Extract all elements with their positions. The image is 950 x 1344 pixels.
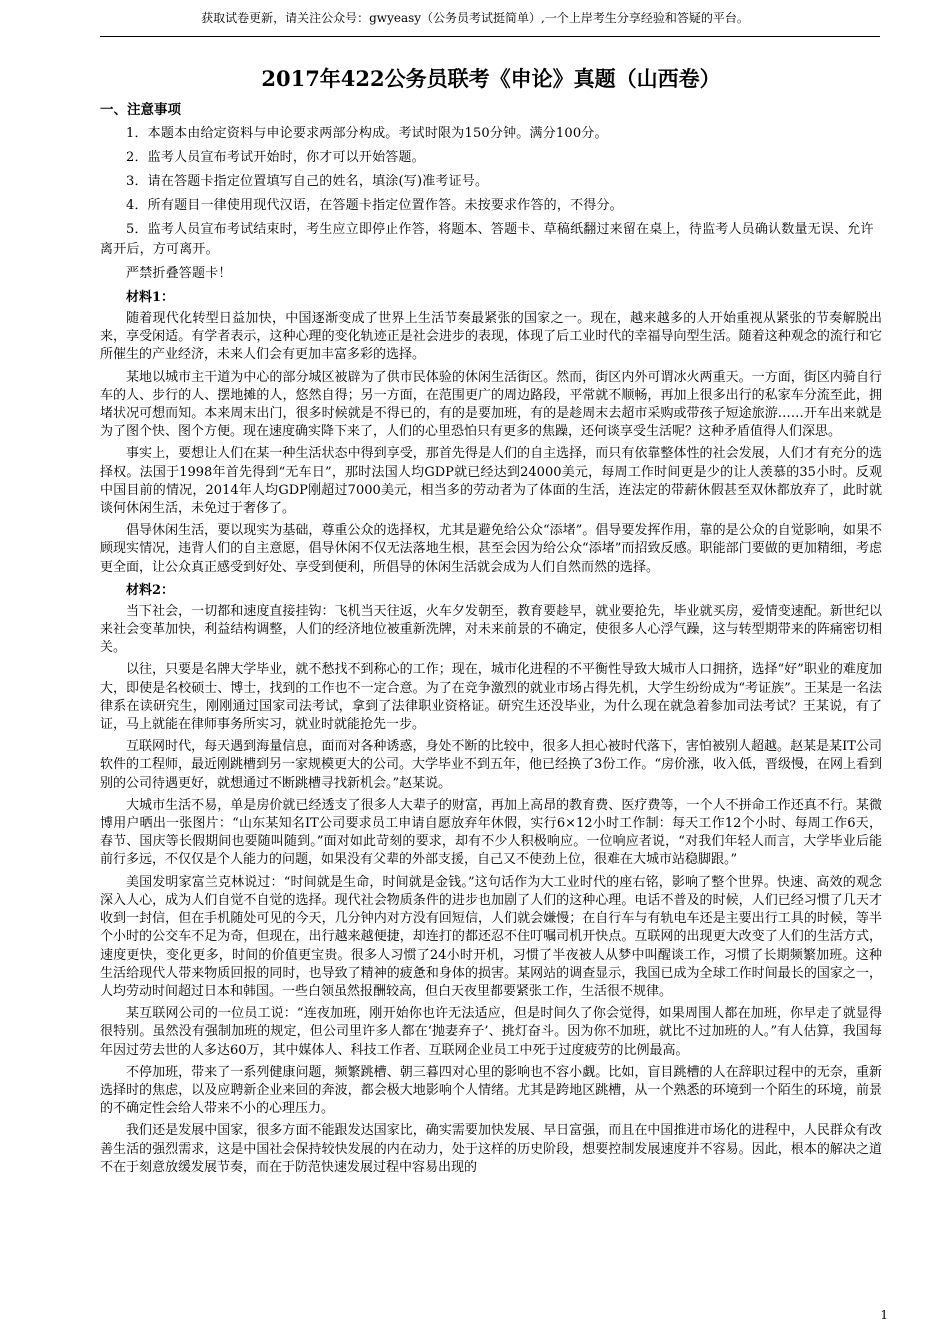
- material-2: [100, 581, 882, 1177]
- header-divider: [100, 36, 880, 37]
- material-paragraph: 以往，只要是名牌大学毕业，就不愁找不到称心的工作；现在，城市化进程的不平衡性导致大城市人口拥挤，选择“好”职业的难度加大，即使是名校硕士、博士，找到的工作也不一定合意。为了在竞争激烈的就业市场占得先机，大学生纷纷成为“考证族”。王某是一名法律系在读研究生，刚刚通过国家司法考试，拿到了法律职业资格证。研究生还没毕业，为什么现在就急着参加司法考试？王某说，有了证，马上就能在律师事务所实习，就业时就能抢先一步。: [100, 662, 882, 733]
- notice-item: 1．本题本由给定资料与申论要求两部分构成。考试时限为150分钟。满分100分。: [126, 126, 608, 141]
- notice-item: 5．监考人员宣布考试结束时，考生应立即停止作答，将题本、答题卡、草稿纸翻过来留在桌上，待监考人员确认数量无误、允许离开后，方可离开。: [100, 222, 874, 257]
- page-title: 2017年422公务员联考《申论》真题（山西卷）: [261, 66, 721, 91]
- material-paragraph: 不停加班，带来了一系列健康问题，频繁跳槽、朝三暮四对心里的影响也不容小觑。比如，盲目跳槽的人在辞职过程中的无奈，重新选择时的焦虑，以及应聘新企业来回的奔波，都会极大地影响个人情绪。尤其是跨地区跳槽，从一个熟悉的环境到一个陌生的环境，前景的不确定性会给人带来不小的心理压力。: [100, 1064, 882, 1117]
- material-paragraph: 倡导休闲生活，要以现实为基础，尊重公众的选择权，尤其是避免给公众“添堵”。倡导要发挥作用，靠的是公众的自觉影响，如果不顾现实情况，违背人们的自主意愿，倡导休闲不仅无法落地生根，甚至会因为给公众“添堵”而招致反感。职能部门要做的更加精细，考虑更全面，让公众真正感受到好处、享受到便利，所倡导的休闲生活就会成为人们自然而然的选择。: [100, 523, 882, 575]
- material-paragraph: 大城市生活不易，单是房价就已经透支了很多人大辈子的财富，再加上高昂的教育费、医疗费等，一个人不拼命工作还真不行。某微博用户晒出一张图片：“山东某知名IT公司要求员工申请自愿放弃年休假，实行6×12小时工作制：每天工作12个小时、每周工作6天，春节、国庆等长假期间也要随叫随到。”面对如此苛刻的要求，却有不少人积极响应。一位响应者说，“对我们年轻人而言，大学毕业后能前行多远，不仅仅是个人能力的问题，如果没有父辈的外部支援，自己又不使劲上位，很难在大城市站稳脚跟。”: [100, 797, 882, 868]
- material-paragraph: 互联网时代，每天遇到海量信息，面而对各种诱惑，身处不断的比较中，很多人担心被时代落下，害怕被别人超越。赵某是某IT公司软件的工程师，最近刚跳槽到另一家规模更大的公司。大学毕业不到五年，他已经换了3份工作。“房价涨，收入低，晋级慢，在网上看到别的公司待遇更好，就想通过不断跳槽寻找新机会。”赵某说。: [100, 739, 882, 791]
- document-body: [100, 64, 882, 1181]
- material-heading: 材料2：: [126, 582, 175, 598]
- notice-item: 2．监考人员宣布考试开始时，你才可以开始答题。: [126, 150, 425, 165]
- material-heading: 材料1：: [126, 290, 175, 305]
- material-paragraph: 某互联网公司的一位员工说：“连夜加班，刚开始你也许无法适应，但是时间久了你会觉得，如果周围人都在加班，你早走了就显得很特别。虽然没有强制加班的规定，但公司里许多人都在‘抛妻弃子’、挑灯奋斗。因为你不加班，就比不过加班的人。”有人估算，我国每年因过劳去世的人多达60万，其中媒体人、科技工作者、互联网企业员工中死于过度疲劳的比例最高。: [100, 1006, 882, 1058]
- notice-list: [100, 124, 882, 284]
- material-paragraph: 当下社会，一切都和速度直接挂钩：飞机当天往返，火车夕发朝至，教育要趁早，就业要抢先，毕业就买房，爱情变速配。新世纪以来社会变革加快，利益结构调整，人们的经济地位被重新洗牌，对未来前景的不确定，使很多人心浮气躁，这与转型期带来的阵痛密切相关。: [100, 603, 882, 656]
- material-paragraph: 某地以城市主干道为中心的部分城区被辟为了供市民体验的休闲生活街区。然而，街区内外可谓冰火两重天。一方面，街区内骑自行车的人、步行的人、摆地摊的人，悠然自得；另一方面，在范围更广的周边路段，平常就不顺畅，再加上很多出行的私家车分流至此，拥堵状况可想而知。本来周末出门，很多时候就是不得已的，有的是要加班，有的是趁周末去超市采购或带孩子短途旅游……开车出来就是为了图个快、图个方便。现在速度确实降下来了，人们的心里恐怕只有更多的焦躁，还何谈享受生活呢？这种矛盾值得人们深思。: [100, 369, 882, 440]
- notice-item: 3．请在答题卡指定位置填写自己的姓名，填涂(写)准考证号。: [126, 174, 489, 189]
- notice-heading: 一、注意事项: [100, 102, 181, 118]
- material-paragraph: 美国发明家富兰克林说过：“时间就是生命，时间就是金钱。”这句话作为大工业时代的座右铭，影响了整个世界。快速、高效的观念深入人心，成为人们自觉不自觉的选择。现代社会物质条件的进步也加剧了人们的这种心理。电话不普及的时候，人们已经习惯了几天才收到一封信，但在手机随处可见的今天，几分钟内对方没有回短信，人们就会嫌慢；在自行车与有轨电车还是主要出行工具的时候，等半个小时的公交车不足为奇，但现在，出行越来越便捷，却连打的都还忍不住叮嘱司机开快点。互联网的出现更大改变了人们的生活方式，速度更快，变化更多，时间的价值更宝贵。很多人习惯了24小时开机，习惯了半夜被人从梦中叫醒谈工作，习惯了长期频繁加班。这种生活给现代人带来物质回报的同时，也导致了精神的疲惫和身体的损害。某网站的调查显示，我国已成为全球工作时间最长的国家之一，人均劳动时间超过日本和韩国。一些白领虽然报酬较高，但白天夜里都要紧张工作，生活很不规律。: [100, 874, 882, 999]
- notice-warning: 严禁折叠答题卡！: [126, 266, 232, 281]
- notice-item: 4．所有题目一律使用现代汉语，在答题卡指定位置作答。未按要求作答的，不得分。: [126, 198, 623, 213]
- material-paragraph: 我们还是发展中国家，很多方面不能跟发达国家比，确实需要加快发展、早日富强，而且在中国推进市场化的进程中，人民群众有改善生活的强烈需求，这是中国社会保持较快发展的内在动力，处于这样的历史阶段，想要控制发展速度并不容易。因此，根本的解决之道不在于刻意放缓发展节奏，而在于防范快速发展过程中容易出现的: [100, 1123, 882, 1175]
- material-paragraph: 事实上，要想让人们在某一种生活状态中得到享受，那首先得是人们的自主选择，而只有依靠整体性的社会发展，人们才有充分的选择权。法国于1998年首先得到“无车日”，那时法国人均GDP就已经达到24000美元，每周工作时间更是少的让人羡慕的35小时。反观中国目前的情况，2014年人均GDP刚超过7000美元，相当多的劳动者为了体面的生活，连法定的带薪休假甚至双休都放弃了，此时就谈何休闲生活，未免过于奢侈了。: [100, 446, 882, 517]
- material-paragraph: 随着现代化转型日益加快，中国逐渐变成了世界上生活节奏最紧张的国家之一。现在，越来越多的人开始重视从紧张的节奏解脱出来，享受闲适。有学者表示，这种心理的变化轨迹正是社会进步的表现，体现了后工业时代的幸福导向型生活。随着这种观念的流行和它所催生的产业经济，未来人们会有更加丰富多彩的选择。: [100, 311, 882, 363]
- material-1: [100, 288, 882, 577]
- page-number: 1: [880, 1308, 888, 1322]
- header-banner: 获取试卷更新，请关注公众号：gwyeasy（公务员考试挺简单）,一个上岸考生分享经验和答疑的平台。: [201, 11, 749, 25]
